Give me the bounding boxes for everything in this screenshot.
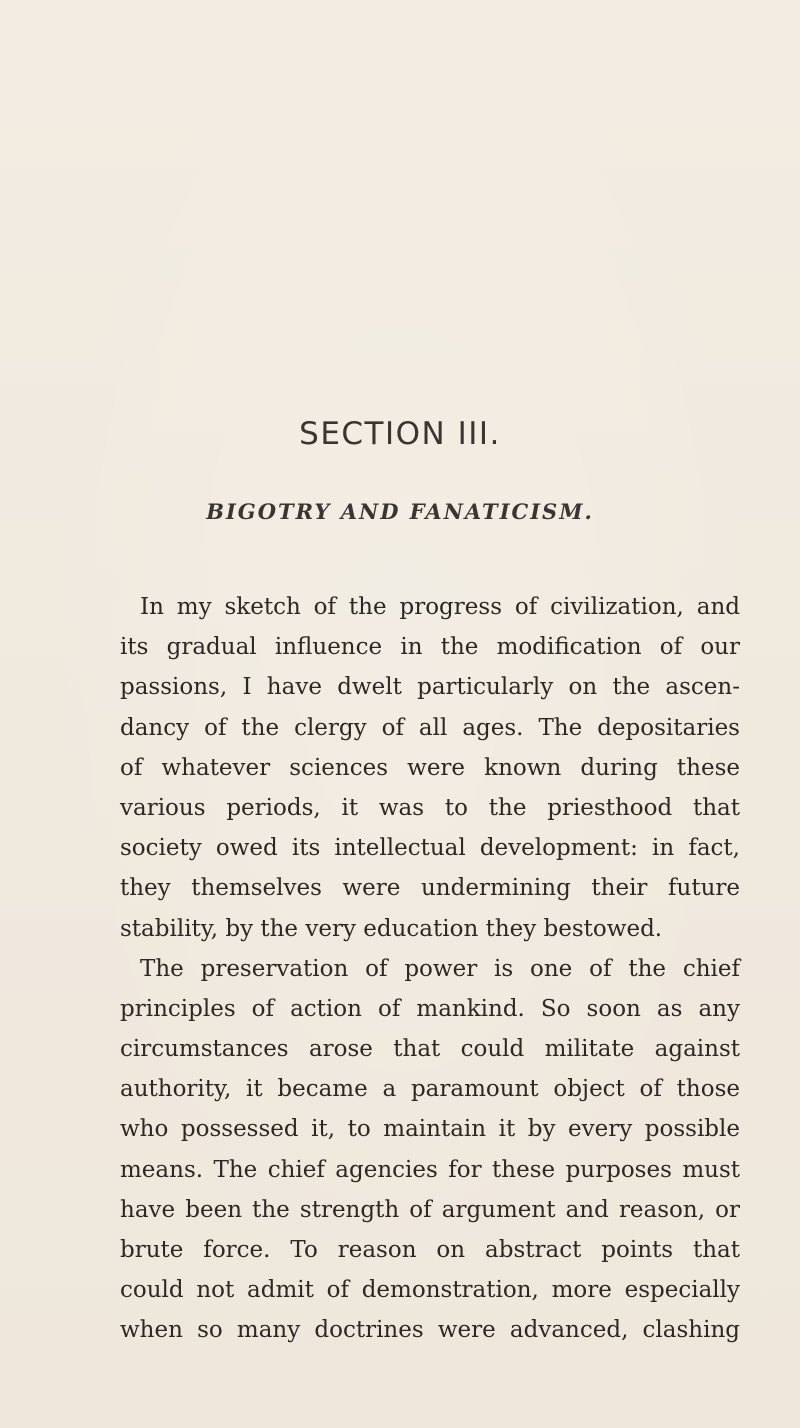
text-line: of whatever sciences were known during these (120, 754, 740, 781)
section-subtitle: BIGOTRY AND FANATICISM. (206, 499, 594, 524)
text-line: The preservation of power is one of the chief (140, 955, 740, 982)
text-line: In my sketch of the progress of civilization, and (140, 594, 740, 620)
text-line: authority, it became a paramount object of those (120, 1076, 740, 1103)
body-text (120, 587, 740, 1351)
text-line: dancy of the clergy of all ages. The depositaries (120, 714, 740, 741)
text-line: stability, by the very education they bestowed. (120, 915, 663, 942)
text-line: they themselves were undermining their future (120, 875, 740, 902)
text-line: could not admit of demonstration, more especially (120, 1277, 740, 1304)
text-line: when so many doctrines were advanced, clashing (120, 1317, 740, 1344)
section-heading: SECTION III. (299, 416, 501, 452)
text-line: circumstances arose that could militate against (120, 1036, 740, 1063)
text-line: who possessed it, to maintain it by every possible (120, 1116, 740, 1143)
text-line: brute force. To reason on abstract points that (120, 1237, 740, 1263)
text-line: means. The chief agencies for these purposes must (120, 1156, 740, 1183)
text-line: its gradual influence in the modification of our (120, 634, 740, 661)
text-line: various periods, it was to the priesthood that (120, 794, 740, 821)
text-line: society owed its intellectual development: in fact, (120, 835, 740, 862)
text-line: passions, I have dwelt particularly on the ascen- (120, 674, 740, 701)
text-line: principles of action of mankind. So soon as any (120, 995, 740, 1022)
text-line: have been the strength of argument and reason, or (120, 1196, 740, 1223)
